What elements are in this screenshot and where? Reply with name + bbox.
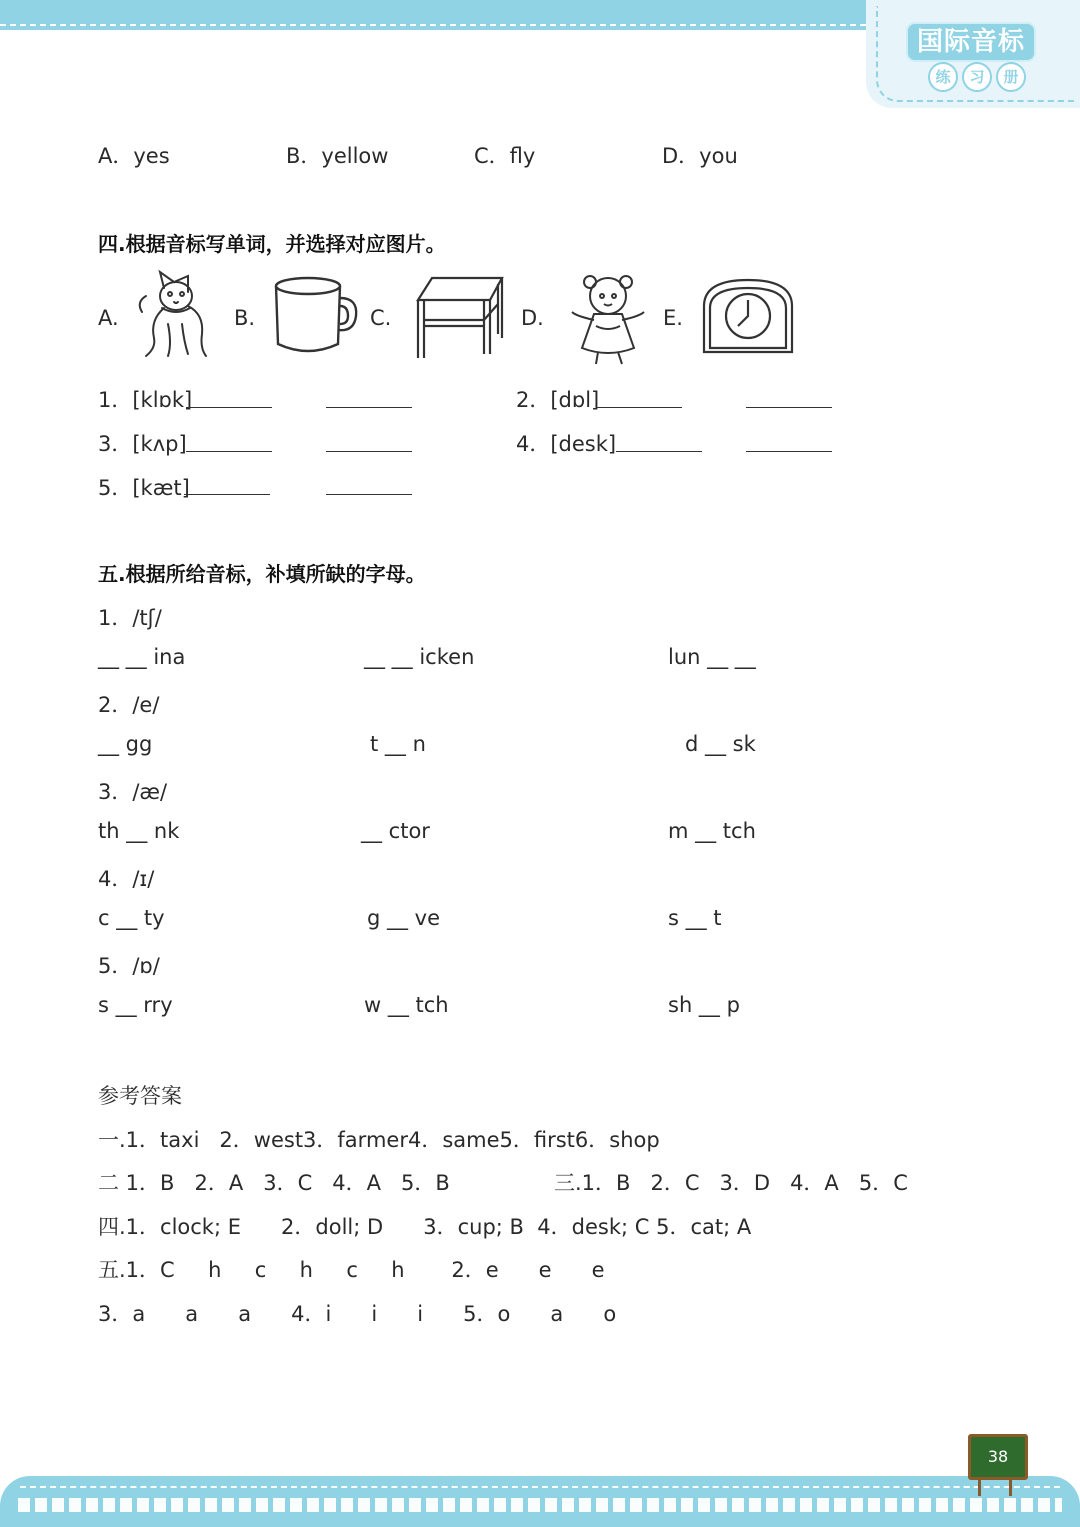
option-a: A．yes [98,144,170,168]
doll-icon [566,268,650,368]
fill-word: lun __ __ [668,645,756,669]
fill-word: sh __ p [668,993,740,1017]
phonetic-item-3: 3．[kʌp] [98,432,187,456]
answer-blank[interactable] [186,451,272,452]
badge-title: 国际音标 [906,22,1036,62]
answer-line: 四.1．clock; E 2．doll; D 3．cup; B 4．desk; C 5．cat; A [98,1215,752,1239]
section-5-title: 五.根据所给音标，补填所缺的字母。 [98,562,426,586]
phonetic-item-1: 1．[klɒk] [98,388,193,412]
fill-word: __ __ icken [364,645,475,669]
fill-word: w __ tch [364,993,449,1017]
fill-word: __ ctor [361,819,430,843]
phoneme-label: 1．/tʃ/ [98,606,162,630]
footer-dash [20,1486,1060,1488]
answer-blank[interactable] [326,407,412,408]
fill-word: s __ t [668,906,722,930]
answer-blank[interactable] [326,494,412,495]
answer-line: 二 1．B 2．A 3．C 4．A 5．B [98,1171,450,1195]
header-band [0,0,866,30]
cat-icon [134,268,218,364]
phonetic-item-4: 4．[desk] [516,432,617,456]
fill-word: s __ rry [98,993,173,1017]
answer-blank[interactable] [596,407,682,408]
page-number: 38 [968,1434,1028,1480]
option-b: B．yellow [286,144,389,168]
answer-blank[interactable] [184,494,270,495]
fill-word: c __ ty [98,906,165,930]
clock-icon [700,276,798,356]
fill-word: __ gg [98,732,153,756]
cup-icon [270,272,360,358]
badge-char: 习 [962,62,992,92]
option-c: C．fly [474,144,536,168]
badge-subtitle [928,62,1026,88]
badge-char: 练 [928,62,958,92]
fill-word: g __ ve [367,906,441,930]
phonetic-item-5: 5．[kæt] [98,476,190,500]
answer-blank[interactable] [186,407,272,408]
picture-label-a: A. [98,306,119,330]
fill-word: __ __ ina [98,645,186,669]
phoneme-label: 5．/ɒ/ [98,954,160,978]
option-d: D．you [662,144,738,168]
answer-blank[interactable] [616,451,702,452]
answer-blank[interactable] [746,451,832,452]
picture-label-c: C. [370,306,392,330]
answer-blank[interactable] [326,451,412,452]
fill-word: th __ nk [98,819,180,843]
answers-title: 参考答案 [98,1084,182,1108]
badge-char: 册 [996,62,1026,92]
answer-line: 五.1．C h c h c h 2．e e e [98,1258,605,1282]
fill-word: m __ tch [668,819,756,843]
fill-word: d __ sk [685,732,756,756]
answer-line: 3．a a a 4．i i i 5．o a o [98,1302,617,1326]
phoneme-label: 3．/æ/ [98,780,168,804]
footer-pattern [18,1498,1062,1512]
phoneme-label: 4．/ɪ/ [98,867,155,891]
phonetic-item-2: 2．[dɒl] [516,388,600,412]
desk-icon [414,274,506,362]
fill-word: t __ n [370,732,426,756]
picture-label-d: D. [521,306,544,330]
answer-line: 一.1．taxi 2．west3．farmer4．same5．first6．shop [98,1128,660,1152]
answer-blank[interactable] [746,407,832,408]
section-4-title: 四.根据音标写单词，并选择对应图片。 [98,232,446,256]
picture-label-b: B. [234,306,256,330]
answer-line: 三.1．B 2．C 3．D 4．A 5．C [554,1171,908,1195]
phoneme-label: 2．/e/ [98,693,160,717]
picture-label-e: E. [663,306,683,330]
